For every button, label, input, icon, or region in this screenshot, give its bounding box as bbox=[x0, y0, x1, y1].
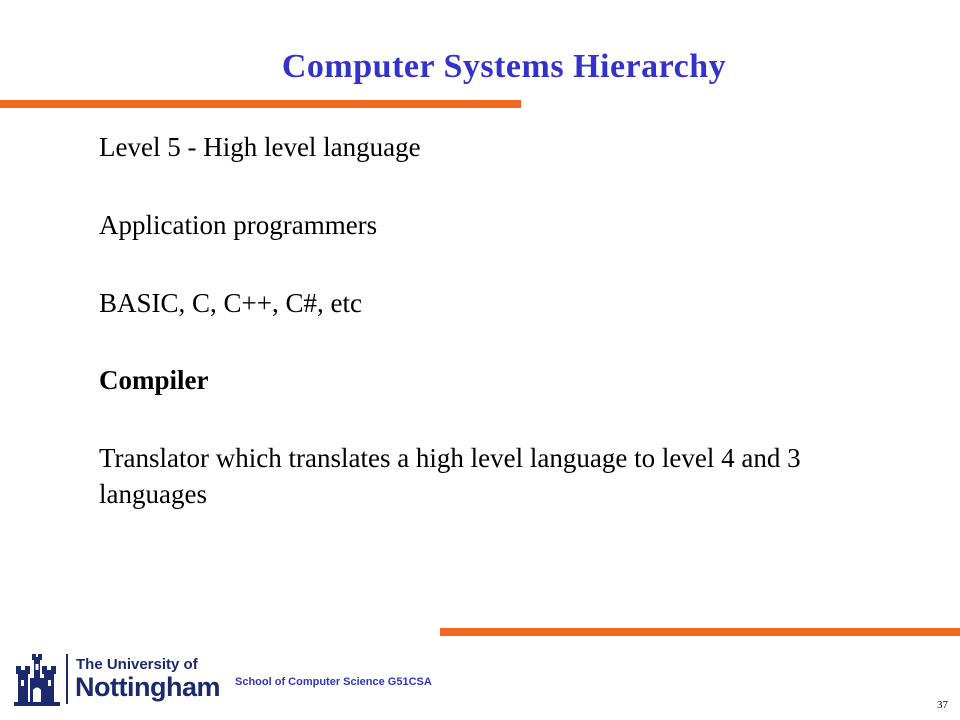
university-crest-icon bbox=[14, 652, 60, 706]
logo-divider bbox=[66, 654, 68, 704]
logo-text-line2: Nottingham bbox=[75, 672, 220, 702]
body-line-compiler-definition: Translator which translates a high level language to level 4 and 3 languages bbox=[99, 443, 801, 509]
page-number: 37 bbox=[937, 699, 948, 711]
body-line-examples: BASIC, C, C++, C#, etc bbox=[99, 288, 362, 318]
university-logo bbox=[14, 652, 220, 706]
footer-accent-bar bbox=[440, 628, 960, 636]
body-line-audience: Application programmers bbox=[99, 210, 378, 240]
footer-course-text: School of Computer Science G51CSA bbox=[235, 676, 432, 688]
slide-title: Computer Systems Hierarchy bbox=[281, 48, 727, 85]
body-line-level: Level 5 - High level language bbox=[99, 132, 421, 162]
body-line-compiler-heading: Compiler bbox=[99, 365, 209, 395]
logo-text-line1: The University of bbox=[76, 656, 198, 673]
title-underline-bar bbox=[0, 100, 521, 108]
